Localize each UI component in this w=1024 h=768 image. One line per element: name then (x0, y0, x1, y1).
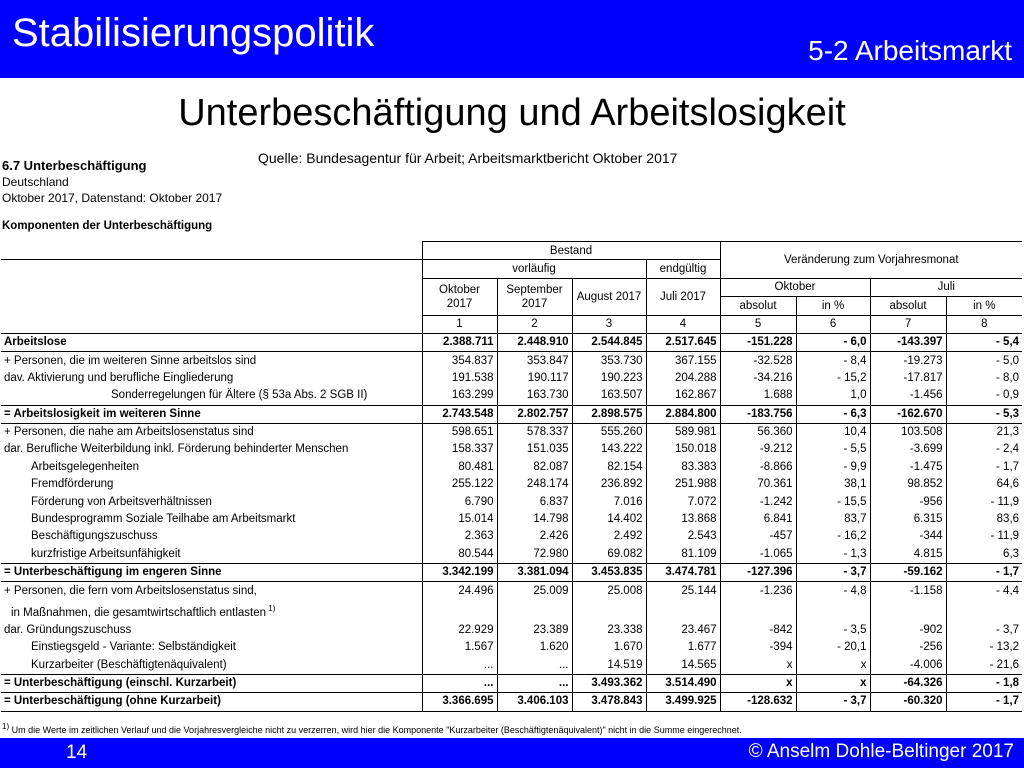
row-value: 1.567 (422, 639, 497, 656)
header-col-jul17: Juli 2017 (646, 278, 720, 315)
row-value: 25.009 (497, 582, 572, 600)
row-value: x (786, 658, 793, 671)
row-value: 23.338 (572, 622, 646, 639)
row-label: Beschäftigungszuschuss (31, 530, 158, 543)
row-value: -8.866 (759, 460, 793, 473)
row-value: -34.216 (753, 371, 793, 384)
row-value: 4.815 (870, 546, 946, 564)
row-value: -1.158 (870, 582, 946, 600)
row-value: 6.841 (763, 513, 793, 526)
row-value: 204.288 (646, 370, 720, 387)
row-label: dar. Gründungszuschuss (4, 623, 132, 636)
row-value: 2.898.575 (572, 405, 646, 423)
table-row (1, 656, 1022, 674)
row-value: - 3,5 (796, 622, 870, 639)
row-value: 3.406.103 (497, 693, 572, 711)
row-value: - 6,0 (796, 333, 870, 351)
table-row (1, 387, 1022, 405)
footnote-mark: 1) (266, 603, 276, 613)
row-value: 10,4 (796, 423, 870, 441)
col-number: 8 (946, 315, 1022, 333)
row-value: 25.008 (572, 582, 646, 600)
row-value: 190.223 (572, 370, 646, 387)
header-endgueltig: endgültig (646, 260, 720, 278)
row-label: = Unterbeschäftigung (ohne Kurzarbeit) (1, 693, 422, 711)
table-row (1, 333, 1022, 351)
header-oktober: Oktober (720, 278, 870, 296)
row-value: 83.383 (646, 459, 720, 476)
copyright: © Anselm Dohle-Beltinger 2017 (748, 741, 1014, 762)
row-value: - 2,4 (946, 441, 1022, 458)
row-value: 14.798 (497, 511, 572, 528)
table-row (1, 546, 1022, 564)
header-change: Veränderung zum Vorjahresmonat (720, 242, 1022, 279)
row-value: - 3,7 (796, 564, 870, 582)
row-value: - 8,0 (946, 370, 1022, 387)
row-value: -151.228 (720, 333, 796, 351)
row-value: -60.320 (870, 693, 946, 711)
row-value: -9.212 (759, 443, 793, 456)
row-value: -457 (769, 530, 793, 543)
row-value: 2.543 (646, 528, 720, 545)
row-value: - 9,9 (796, 459, 870, 476)
row-value: 1.670 (572, 639, 646, 656)
slide-headline: Unterbeschäftigung und Arbeitslosigkeit (178, 92, 846, 134)
row-value: 578.337 (497, 423, 572, 441)
row-label: = Arbeitslosigkeit im weiteren Sinne (1, 405, 422, 423)
table-row (1, 674, 1022, 692)
row-label: + Personen, die nahe am Arbeitslosenstatus sind (1, 423, 422, 441)
row-value: 191.538 (422, 370, 497, 387)
row-value (720, 600, 796, 622)
row-value: -1.456 (870, 387, 946, 405)
row-value: - 5,3 (946, 405, 1022, 423)
header-juli: Juli (870, 278, 1022, 296)
row-value: 248.174 (497, 476, 572, 493)
row-value: ... (422, 656, 497, 674)
page-number: 14 (66, 742, 88, 763)
row-value: -1.065 (759, 547, 793, 560)
row-value: 2.492 (572, 528, 646, 545)
row-value: 23.389 (497, 622, 572, 639)
row-value: - 5,4 (946, 333, 1022, 351)
row-value: 38,1 (796, 476, 870, 493)
row-value: 103.508 (870, 423, 946, 441)
col-number: 3 (572, 315, 646, 333)
col-number: 6 (796, 315, 870, 333)
row-value: 2.743.548 (422, 405, 497, 423)
row-value: 2.426 (497, 528, 572, 545)
table-row (1, 441, 1022, 458)
row-value: 3.366.695 (422, 693, 497, 711)
row-value: 3.499.925 (646, 693, 720, 711)
row-value (497, 600, 572, 622)
row-value: 6.315 (870, 511, 946, 528)
table-row (1, 582, 1022, 600)
row-value: 25.144 (646, 582, 720, 600)
region-label: Deutschland (2, 175, 69, 189)
row-value: 3.478.843 (572, 693, 646, 711)
row-value: 2.363 (422, 528, 497, 545)
row-value: 251.988 (646, 476, 720, 493)
row-value: 162.867 (646, 387, 720, 405)
row-value: -128.632 (720, 693, 796, 711)
row-value: -59.162 (870, 564, 946, 582)
row-value: 2.448.910 (497, 333, 572, 351)
row-value: 236.892 (572, 476, 646, 493)
row-value: 190.117 (497, 370, 572, 387)
col-number: 2 (497, 315, 572, 333)
row-value: 6,3 (946, 546, 1022, 564)
row-value: 1.677 (646, 639, 720, 656)
row-value: ... (422, 674, 497, 692)
row-value: -956 (870, 493, 946, 510)
row-value: -19.273 (870, 352, 946, 370)
row-label: = Unterbeschäftigung (einschl. Kurzarbeit) (1, 674, 422, 692)
row-value: 1.688 (763, 389, 793, 402)
section-title: 5-2 Arbeitsmarkt (808, 35, 1012, 66)
document-meta (2, 158, 222, 234)
row-value: - 5,5 (796, 441, 870, 458)
row-value: 3.342.199 (422, 564, 497, 582)
column-number-row (1, 315, 1022, 333)
row-value: 150.018 (646, 441, 720, 458)
row-value: 367.155 (646, 352, 720, 370)
row-value (422, 600, 497, 622)
table-heading: 6.7 Unterbeschäftigung (2, 158, 147, 173)
table-row (1, 405, 1022, 423)
row-value: - 4,4 (946, 582, 1022, 600)
table-row (1, 423, 1022, 441)
table-row (1, 493, 1022, 510)
row-value (646, 600, 720, 622)
table-row (1, 352, 1022, 370)
row-value: -1.236 (720, 582, 796, 600)
header-absolut-jul: absolut (870, 297, 946, 315)
row-value: -394 (769, 641, 793, 654)
row-value: -4.006 (870, 656, 946, 674)
row-value: 72.980 (497, 546, 572, 564)
table-row (1, 622, 1022, 639)
row-value: 82.154 (572, 459, 646, 476)
row-value: -127.396 (720, 564, 796, 582)
row-value: 24.496 (422, 582, 497, 600)
row-value: - 1,7 (946, 693, 1022, 711)
date-label: Oktober 2017, Datenstand: Oktober 2017 (2, 191, 223, 205)
table-row (1, 459, 1022, 476)
row-value: x (796, 656, 870, 674)
row-value: 69.082 (572, 546, 646, 564)
underemployment-table (1, 241, 1022, 712)
row-value: 14.519 (572, 656, 646, 674)
row-value: 22.929 (422, 622, 497, 639)
header-col-okt17: Oktober 2017 (422, 278, 497, 315)
row-label: dav. Aktivierung und berufliche Eingliederung (4, 371, 234, 384)
row-value: 255.122 (422, 476, 497, 493)
header-bestand: Bestand (422, 242, 720, 260)
row-value: 2.802.757 (497, 405, 572, 423)
header-pct-jul: in % (946, 297, 1022, 315)
row-value: 56.360 (720, 423, 796, 441)
row-value: x (796, 674, 870, 692)
row-value: 6.790 (422, 493, 497, 510)
row-value: -162.670 (870, 405, 946, 423)
row-value: 98.852 (870, 476, 946, 493)
row-value: 80.481 (422, 459, 497, 476)
header-col-sep17: September 2017 (497, 278, 572, 315)
row-label: in Maßnahmen, die gesamtwirtschaftlich entlasten $^{1)}$ (11, 603, 276, 619)
row-value: -902 (870, 622, 946, 639)
row-value: - 1,3 (796, 546, 870, 564)
table-row (1, 511, 1022, 528)
row-value: 7.016 (572, 493, 646, 510)
row-value: 158.337 (422, 441, 497, 458)
row-value: -3.699 (870, 441, 946, 458)
row-value: 143.222 (572, 441, 646, 458)
row-value: -256 (870, 639, 946, 656)
col-number: 5 (754, 318, 762, 331)
row-value: -344 (870, 528, 946, 545)
table-row (1, 639, 1022, 656)
table-row (1, 528, 1022, 545)
row-value (870, 600, 946, 622)
table-row (1, 370, 1022, 387)
row-value: - 0,9 (946, 387, 1022, 405)
row-value: 14.402 (572, 511, 646, 528)
row-value: 15.014 (422, 511, 497, 528)
row-label: + Personen, die fern vom Arbeitslosenstatus sind, (1, 582, 422, 600)
row-value: 3.381.094 (497, 564, 572, 582)
row-label: + Personen, die im weiteren Sinne arbeitslos sind (1, 352, 422, 370)
row-label: dar. Berufliche Weiterbildung inkl. Förderung behinderter Menschen (4, 443, 349, 456)
row-value: 2.517.645 (646, 333, 720, 351)
row-value: 163.507 (572, 387, 646, 405)
row-value: - 13,2 (946, 639, 1022, 656)
row-value: - 6,3 (796, 405, 870, 423)
row-value: - 4,8 (796, 582, 870, 600)
row-label: kurzfristige Arbeitsunfähigkeit (31, 547, 181, 560)
row-value: 64,6 (946, 476, 1022, 493)
row-value: 80.544 (422, 546, 497, 564)
row-value: -1.242 (759, 495, 793, 508)
row-value: 589.981 (646, 423, 720, 441)
footer-bar (0, 738, 1024, 768)
row-value: - 11,9 (946, 528, 1022, 545)
row-value: 81.109 (646, 546, 720, 564)
row-value: 14.565 (646, 656, 720, 674)
row-value: 354.837 (422, 352, 497, 370)
header-col-aug17: August 2017 (572, 278, 646, 315)
row-value: 598.651 (422, 423, 497, 441)
row-label: Bundesprogramm Soziale Teilhabe am Arbeitsmarkt (31, 513, 296, 526)
row-value: - 15,2 (796, 370, 870, 387)
table-row (1, 600, 1022, 622)
row-value: 23.467 (646, 622, 720, 639)
row-label: Kurzarbeiter (Beschäftigtenäquivalent) (31, 658, 227, 671)
row-label: Einstiegsgeld - Variante: Selbständigkeit (31, 641, 236, 654)
row-value: 70.361 (757, 478, 793, 491)
row-value: x (720, 674, 796, 692)
table-row (1, 564, 1022, 582)
header-pct-okt: in % (796, 297, 870, 315)
row-value: 2.544.845 (572, 333, 646, 351)
row-value: 163.299 (422, 387, 497, 405)
row-value: 6.837 (497, 493, 572, 510)
header-bar (0, 0, 1024, 78)
row-value: ... (497, 674, 572, 692)
col-number: 1 (422, 315, 497, 333)
row-value: - 21,6 (946, 656, 1022, 674)
col-number: 4 (646, 315, 720, 333)
presentation-title: Stabilisierungspolitik (12, 11, 375, 55)
footnote: $^{1)}$ Um die Werte im zeitlichen Verlauf und die Vorjahresvergleiche nicht zu verzerren, wird hier die Komponente "Kurzarbeiter (Beschäftigtenäquivalent)" nicht in die Summe eingerechnet. (2, 722, 742, 735)
row-value (946, 600, 1022, 622)
row-value: -143.397 (870, 333, 946, 351)
row-value: 151.035 (497, 441, 572, 458)
row-value: -842 (769, 623, 793, 636)
row-value: 13.868 (646, 511, 720, 528)
row-value: 1,0 (796, 387, 870, 405)
row-value: - 1,8 (946, 674, 1022, 692)
header-absolut-okt: absolut (720, 297, 796, 315)
row-value: 3.493.362 (572, 674, 646, 692)
table-row (1, 476, 1022, 493)
row-value: - 8,4 (796, 352, 870, 370)
row-value: - 11,9 (946, 493, 1022, 510)
row-value: 3.474.781 (646, 564, 720, 582)
row-value: 1.620 (497, 639, 572, 656)
row-value: -64.326 (870, 674, 946, 692)
row-label: Sonderregelungen für Ältere (§ 53a Abs. 2 SGB II) (111, 389, 368, 402)
components-label: Komponenten der Unterbeschäftigung (2, 220, 213, 232)
row-label: Arbeitslose (1, 333, 422, 351)
row-label: Fremdförderung (31, 478, 114, 491)
row-label: Arbeitsgelegenheiten (31, 460, 140, 473)
row-value: 21,3 (946, 423, 1022, 441)
row-value: 82.087 (497, 459, 572, 476)
row-value: 3.453.835 (572, 564, 646, 582)
row-value: 83,7 (796, 511, 870, 528)
row-value: -17.817 (870, 370, 946, 387)
table-body (1, 333, 1022, 711)
row-value: -183.756 (720, 405, 796, 423)
row-value: 3.514.490 (646, 674, 720, 692)
row-value: - 15,5 (796, 493, 870, 510)
col-number: 7 (870, 315, 946, 333)
row-value: - 16,2 (796, 528, 870, 545)
row-value (796, 600, 870, 622)
header-vorlaeufig: vorläufig (422, 260, 646, 278)
row-value: ... (497, 656, 572, 674)
row-value: 555.260 (572, 423, 646, 441)
table-row (1, 693, 1022, 711)
row-value: - 5,0 (946, 352, 1022, 370)
row-value (572, 600, 646, 622)
row-label: = Unterbeschäftigung im engeren Sinne (1, 564, 422, 582)
row-value: - 1,7 (946, 459, 1022, 476)
row-value: -32.528 (720, 352, 796, 370)
row-value: - 1,7 (946, 564, 1022, 582)
row-value: 353.730 (572, 352, 646, 370)
source-note: Quelle: Bundesagentur für Arbeit; Arbeitsmarktbericht Oktober 2017 (258, 150, 678, 166)
row-value: -1.475 (870, 459, 946, 476)
row-value: - 3,7 (796, 693, 870, 711)
row-value: 2.884.800 (646, 405, 720, 423)
row-value: 7.072 (646, 493, 720, 510)
row-value: - 20,1 (796, 639, 870, 656)
row-value: 163.730 (497, 387, 572, 405)
row-value: 83,6 (946, 511, 1022, 528)
row-value: 353.847 (497, 352, 572, 370)
row-value: - 3,7 (946, 622, 1022, 639)
row-value: 2.388.711 (422, 333, 497, 351)
row-label: Förderung von Arbeitsverhältnissen (31, 495, 212, 508)
